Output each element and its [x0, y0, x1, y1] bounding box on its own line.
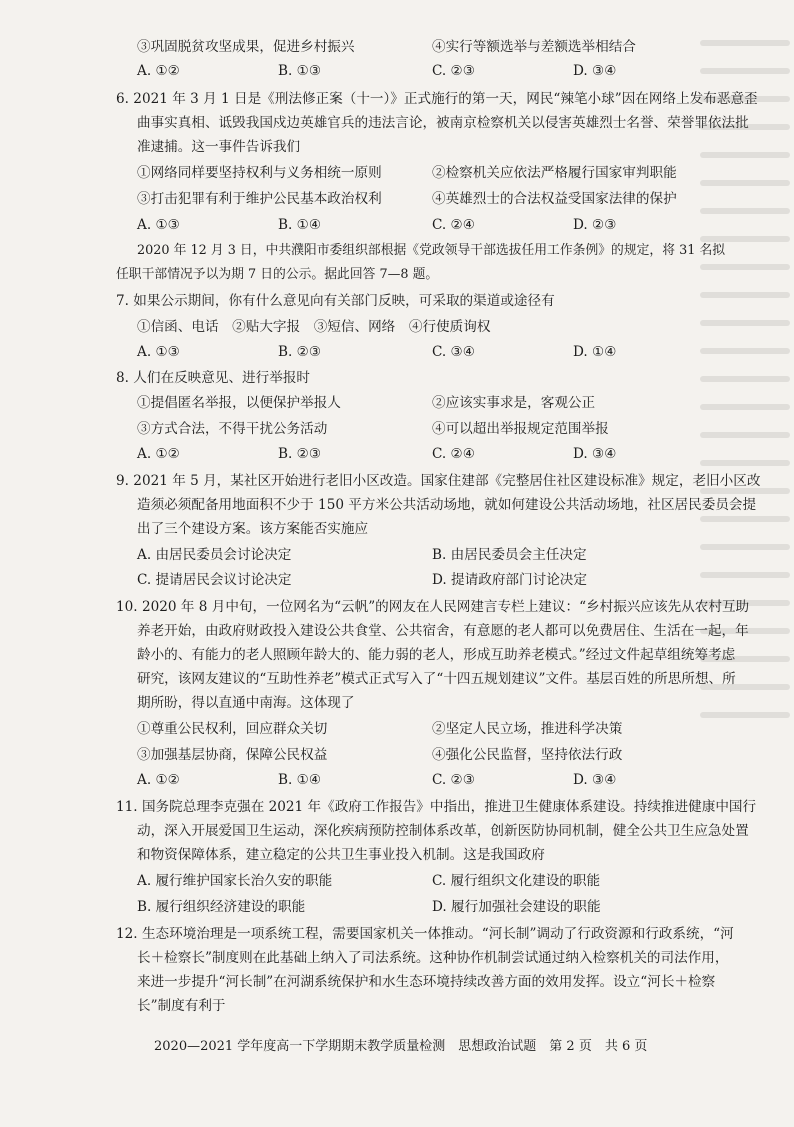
text-line: ③加强基层协商，保障公民权益 [137, 747, 328, 763]
text-line: 6. 2021 年 3 月 1 日是《刑法修正案（十一）》正式施行的第一天，网民“辣笔小球”因在网络上发布恶意歪 [116, 91, 758, 107]
text-line: ①提倡匿名举报，以便保护举报人 [137, 395, 341, 411]
text-line: ④可以超出举报规定范围举报 [432, 421, 609, 437]
text-line: 龄小的、有能力的老人照顾年龄大的、能力弱的老人，形成互助养老模式。”经过文件起草组统筹考虑 [137, 647, 736, 663]
text-line: ④强化公民监督，坚持依法行政 [432, 747, 623, 763]
text-line: ③打击犯罪有利于维护公民基本政治权利 [137, 191, 382, 207]
text-line: 曲事实真相、诋毁我国戍边英雄官兵的违法言论，被南京检察机关以侵害英雄烈士名誉、荣誉罪依法批 [137, 115, 749, 131]
text-line: 10. 2020 年 8 月中旬，一位网名为“云帆”的网友在人民网建言专栏上建议：“乡村振兴应该先从农村互助 [116, 599, 750, 615]
text-line: 出了三个建设方案。该方案能否实施应 [137, 521, 369, 537]
text-line: 造须必须配备用地面积不少于 150 平方米公共活动场地，就如何建设公共活动场地，社区居民委员会提 [137, 497, 757, 513]
text-line: B. ②③ [278, 446, 322, 462]
text-line: B. ①④ [278, 772, 322, 788]
text-line: C. ②④ [432, 217, 475, 233]
text-line: 研究，该网友建议的“互助性养老”模式正式写入了“十四五规划建议”文件。基层百姓的所思所想、所 [137, 671, 736, 687]
text-line: 长＋检察长”制度则在此基础上纳入了司法系统。这种协作机制尝试通过纳入检察机关的司法作用， [137, 950, 729, 966]
text-line: 准逮捕。这一事件告诉我们 [137, 139, 301, 155]
text-line: ①尊重公民权利，回应群众关切 [137, 721, 328, 737]
text-line: ②检察机关应依法严格履行国家审判职能 [432, 165, 677, 181]
text-line: 9. 2021 年 5 月，某社区开始进行老旧小区改造。国家住建部《完整居住社区建设标准》规定，老旧小区改 [116, 473, 761, 489]
text-line: D. ①④ [573, 344, 617, 360]
text-line: C. 提请居民会议讨论决定 [137, 572, 292, 588]
text-line: A. 履行维护国家长治久安的职能 [137, 873, 333, 889]
text-line: ②应该实事求是，客观公正 [432, 395, 596, 411]
text-line: D. ③④ [573, 63, 617, 79]
text-line: A. ①② [137, 772, 180, 788]
text-line: C. ②④ [432, 446, 475, 462]
text-line: A. ①③ [137, 344, 180, 360]
text-line: D. ②③ [573, 217, 617, 233]
text-line: D. 履行加强社会建设的职能 [432, 899, 601, 915]
text-line: 长”制度有利于 [137, 998, 226, 1014]
text-line: ④实行等额选举与差额选举相结合 [432, 39, 636, 55]
text-line: B. 由居民委员会主任决定 [432, 547, 587, 563]
text-line: A. ①③ [137, 217, 180, 233]
text-line: ①信函、电话 ②贴大字报 ③短信、网络 ④行使质询权 [137, 319, 491, 335]
text-line: B. ①④ [278, 217, 322, 233]
text-line: 任职干部情况予以为期 7 日的公示。据此回答 7—8 题。 [116, 267, 439, 282]
text-line: C. ②③ [432, 63, 475, 79]
text-line: 和物资保障体系，建立稳定的公共卫生事业投入机制。这是我国政府 [137, 847, 545, 863]
text-line: C. 履行组织文化建设的职能 [432, 873, 601, 889]
text-line: 动，深入开展爱国卫生运动，深化疾病预防控制体系改革，创新医防协同机制，健全公共卫生应急处置 [137, 823, 749, 839]
text-line: C. ③④ [432, 344, 475, 360]
page-footer: 2020—2021 学年度高一下学期期末教学质量检测 思想政治试题 第 2 页 共 6 页 [154, 1039, 648, 1054]
text-line: A. 由居民委员会讨论决定 [137, 547, 292, 563]
text-line: ③方式合法，不得干扰公务活动 [137, 421, 328, 437]
text-line: 养老开始，由政府财政投入建设公共食堂、公共宿舍，有意愿的老人都可以免费居住、生活在一起，年 [137, 623, 749, 639]
text-line: B. ②③ [278, 344, 322, 360]
text-line: ②坚定人民立场，推进科学决策 [432, 721, 623, 737]
text-line: D. ③④ [573, 772, 617, 788]
text-line: A. ①② [137, 446, 180, 462]
text-line: B. 履行组织经济建设的职能 [137, 899, 306, 915]
text-line: ④英雄烈士的合法权益受国家法律的保护 [432, 191, 677, 207]
text-line: A. ①② [137, 63, 180, 79]
text-line: 7. 如果公示期间，你有什么意见向有关部门反映，可采取的渠道或途径有 [116, 293, 555, 309]
text-line: C. ②③ [432, 772, 475, 788]
text-line: 11. 国务院总理李克强在 2021 年《政府工作报告》中指出，推进卫生健康体系建设。持续推进健康中国行 [116, 799, 757, 815]
text-line: 来进一步提升“河长制”在河湖系统保护和水生态环境持续改善方面的效用发挥。设立“河长＋检察 [137, 974, 716, 990]
text-line: ③巩固脱贫攻坚成果，促进乡村振兴 [137, 39, 355, 55]
text-line: 8. 人们在反映意见、进行举报时 [116, 370, 311, 386]
text-line: D. 提请政府部门讨论决定 [432, 572, 587, 588]
text-line: 2020 年 12 月 3 日，中共濮阳市委组织部根据《党政领导干部选拔任用工作条例》的规定，将 31 名拟 [137, 243, 726, 258]
text-line: B. ①③ [278, 63, 322, 79]
text-line: 期所盼，得以直通中南海。这体现了 [137, 695, 355, 711]
text-line: D. ③④ [573, 446, 617, 462]
text-line: 12. 生态环境治理是一项系统工程，需要国家机关一体推动。“河长制”调动了行政资源和行政系统，“河 [116, 926, 734, 942]
show-through-text [700, 40, 790, 800]
text-line: ①网络同样要坚持权利与义务相统一原则 [137, 165, 382, 181]
